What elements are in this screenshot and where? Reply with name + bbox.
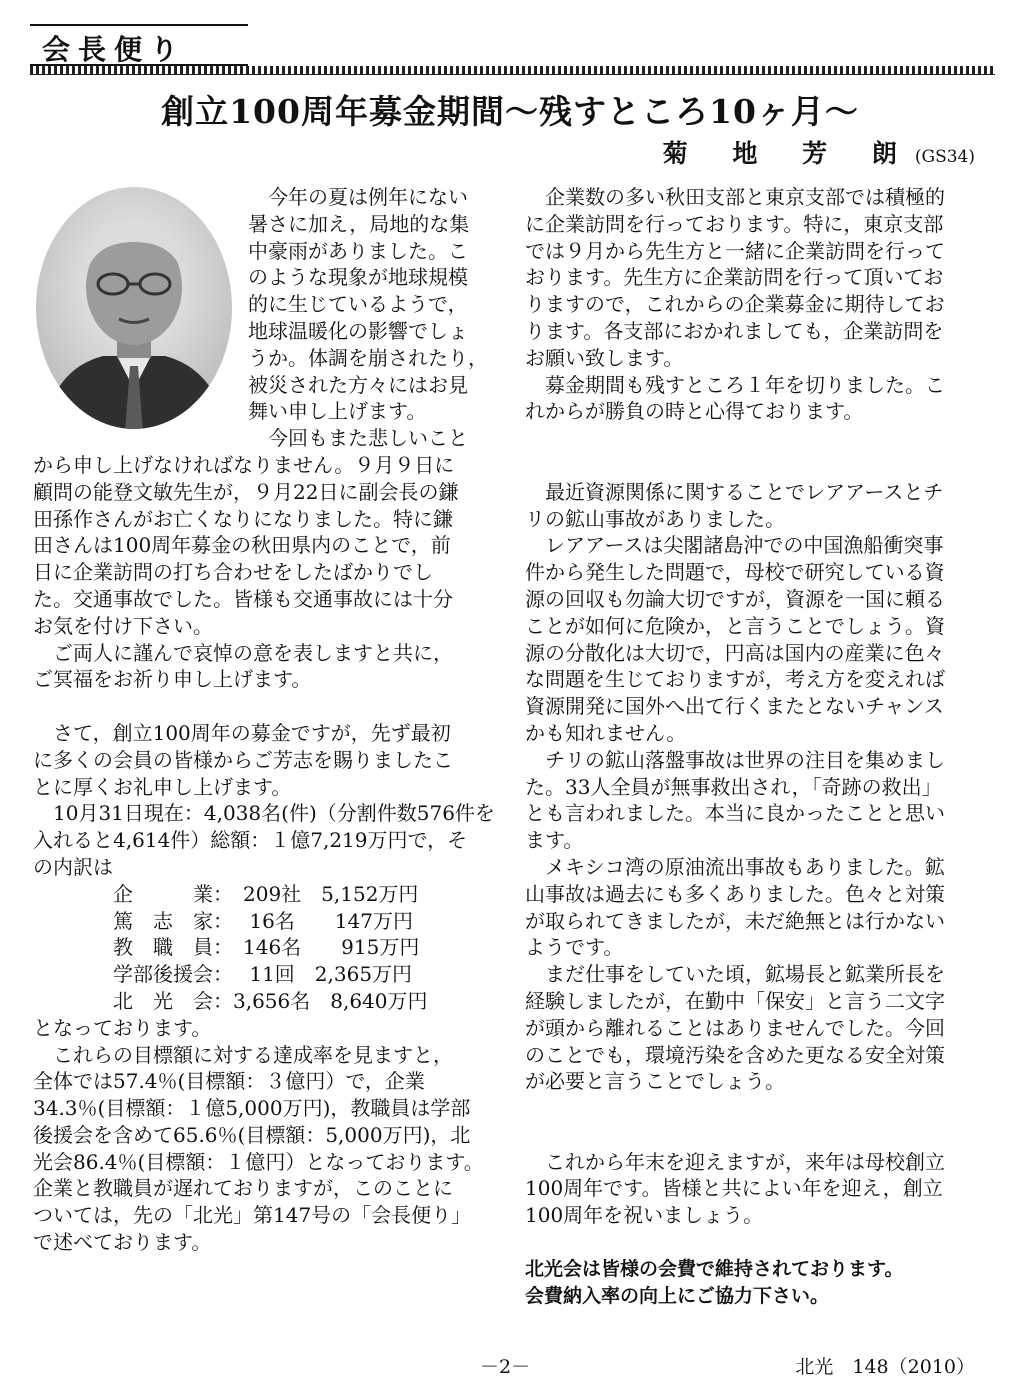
text-line: 募金期間も残すところ１年を切りました。こ bbox=[525, 372, 945, 397]
text-line: のような現象が地球規模 bbox=[248, 265, 468, 290]
text-line: お気を付け下さい。 bbox=[33, 613, 213, 638]
blank-line bbox=[525, 425, 980, 452]
text-line: 企業数の多い秋田支部と東京支部では積極的 bbox=[525, 185, 945, 209]
text-line: 後援会を含めて65.6％(目標額：5,000万円)，北 bbox=[33, 1122, 471, 1147]
text-line: 山事故は過去にも多くありました。色々と対策 bbox=[525, 881, 945, 906]
right-column bbox=[525, 184, 980, 1309]
text-line: ついては，先の「北光」第147号の「会長便り」 bbox=[33, 1203, 472, 1228]
text-line: 企業と教職員が遅れておりますが，このことに bbox=[33, 1176, 453, 1201]
breakdown-row: 北 光 会：3,656名 8,640万円 bbox=[33, 988, 428, 1013]
breakdown-row: 企 業： 209社 5,152万円 bbox=[33, 881, 419, 906]
text-line: これから年末を迎えますが，来年は母校創立 bbox=[525, 1149, 945, 1174]
text-line: さて，創立100周年の募金ですが，先ず最初 bbox=[33, 720, 451, 745]
notice-line: 北光会は皆様の会費で維持されております。 bbox=[525, 1257, 904, 1280]
text-line: のことでも，環境汚染を含めた更なる安全対策 bbox=[525, 1042, 945, 1067]
breakdown-row: 学部後援会： 11回 2,365万円 bbox=[33, 962, 413, 987]
text-line: から申し上げなければなりません。９月９日に bbox=[33, 452, 455, 477]
text-line: とに厚くお礼申し上げます。 bbox=[33, 774, 292, 799]
text-line: な問題を生じておりますが，考え方を変えれば bbox=[525, 667, 945, 692]
text-line: 暑さに加え，局地的な集 bbox=[248, 211, 470, 236]
text-line: レアアースは尖閣諸島沖での中国漁船衝突事 bbox=[525, 533, 944, 558]
author-line bbox=[663, 134, 975, 170]
wrapped-paragraph bbox=[248, 184, 488, 452]
text-line: うか。体調を崩されたり， bbox=[248, 345, 488, 370]
text-line: 100周年を祝いましょう。 bbox=[525, 1203, 764, 1228]
text-line: ことが如何に危険か，と言うことでしょう。資 bbox=[525, 613, 945, 638]
text-line: 今回もまた悲しいこと bbox=[248, 426, 468, 451]
text-line: 舞い申し上げます。 bbox=[248, 399, 427, 424]
text-line: となっております。 bbox=[33, 1015, 212, 1040]
section-label-box bbox=[30, 24, 248, 66]
author-code: (GS34) bbox=[914, 147, 975, 167]
text-line: に多くの会員の皆様からご芳志を賜りましたこ bbox=[33, 747, 453, 772]
text-line: 田孫作さんがお亡くなりになりました。特に鎌 bbox=[33, 506, 453, 531]
text-line: 中豪雨がありました。こ bbox=[248, 238, 468, 263]
text-line: 的に生じているようで， bbox=[248, 292, 468, 317]
text-line: た。交通事故でした。皆様も交通事故には十分 bbox=[33, 586, 453, 611]
text-line: チリの鉱山落盤事故は世界の注目を集めまし bbox=[525, 747, 945, 772]
text-line: 顧問の能登文敏先生が，９月22日に副会長の鎌 bbox=[33, 479, 459, 504]
text-line: 光会86.4％(目標額：１億円）となっております。 bbox=[33, 1149, 484, 1174]
decorative-rule bbox=[30, 66, 995, 74]
publication-info: 北光 148（2010） bbox=[795, 1356, 975, 1378]
text-line: 源の分散化は大切で，円高は国内の産業に色々 bbox=[525, 640, 945, 665]
text-line: 入れると4,614件）総額：１億7,219万円で，そ bbox=[33, 828, 468, 853]
notice-line: 会費納入率の向上にご協力下さい。 bbox=[525, 1284, 830, 1307]
text-line: 日に企業訪問の打ち合わせをしたばかりでし bbox=[33, 560, 433, 585]
text-line: まだ仕事をしていた頃，鉱場長と鉱業所長を bbox=[525, 962, 945, 987]
text-line: りますので，これからの企業募金に期待してお bbox=[525, 292, 945, 317]
text-line: 全体では57.4％(目標額：３億円）で，企業 bbox=[33, 1069, 425, 1094]
blank-line bbox=[525, 1095, 980, 1122]
left-column bbox=[33, 184, 495, 1256]
text-line: 34.3％(目標額：１億5,000万円)，教職員は学部 bbox=[33, 1096, 471, 1121]
donation-breakdown bbox=[33, 881, 488, 1015]
text-line: が頭から離れることはありませんでした。今回 bbox=[525, 1015, 945, 1040]
text-line: 地球温暖化の影響でしょ bbox=[248, 318, 468, 343]
text-line: ます。 bbox=[525, 828, 584, 853]
text-line: では９月から先生方と一緒に企業訪問を行って bbox=[525, 238, 945, 263]
article-title: 創立100周年募金期間～残すところ10ヶ月～ bbox=[161, 92, 859, 131]
text-line: とも言われました。本当に良かったことと思い bbox=[525, 801, 945, 826]
text-line: 源の回収も勿論大切ですが，資源を一国に頼る bbox=[525, 586, 945, 611]
text-line: これらの目標額に対する達成率を見ますと， bbox=[33, 1042, 453, 1067]
text-line: おります。先生方に企業訪問を行って頂いてお bbox=[525, 265, 944, 290]
text-line: ご両人に謹んで哀悼の意を表しますと共に， bbox=[33, 640, 453, 665]
text-line: リの鉱山事故がありました。 bbox=[525, 506, 785, 531]
text-line: が必要と言うことでしょう。 bbox=[525, 1069, 785, 1094]
text-line: で述べております。 bbox=[33, 1230, 212, 1255]
text-line: 今年の夏は例年にない bbox=[248, 185, 468, 209]
text-line: が取られてきましたが，未だ絶無とは行かない bbox=[525, 908, 945, 933]
breakdown-row: 教 職 員： 146名 915万円 bbox=[33, 935, 420, 960]
text-line: ようです。 bbox=[525, 935, 624, 960]
text-line: 最近資源関係に関することでレアアースとチ bbox=[525, 479, 944, 504]
text-line: 経験しましたが，在勤中「保安」と言う二文字 bbox=[525, 988, 945, 1013]
blank-line bbox=[525, 452, 980, 479]
text-line: かも知れません。 bbox=[525, 720, 687, 745]
text-line: 田さんは100周年募金の秋田県内のことで，前 bbox=[33, 533, 451, 558]
text-line: に企業訪問を行っております。特に，東京支部 bbox=[525, 211, 944, 236]
text-line: れからが勝負の時と心得ております。 bbox=[525, 399, 864, 424]
text-line: 資源開発に国外へ出て行くまたとないチャンス bbox=[525, 694, 944, 719]
page-number: －2－ bbox=[480, 1356, 531, 1378]
text-line: メキシコ湾の原油流出事故もありました。鉱 bbox=[525, 854, 945, 879]
text-line: お願い致します。 bbox=[525, 345, 684, 370]
breakdown-row: 篤 志 家： 16名 147万円 bbox=[33, 908, 413, 933]
author-name: 菊 地 芳 朗 bbox=[662, 139, 915, 168]
text-line: ご冥福をお祈り申し上げます。 bbox=[33, 667, 312, 692]
text-line: 被災された方々にはお見 bbox=[248, 372, 468, 397]
text-line: 100周年です。皆様と共によい年を迎え，創立 bbox=[525, 1176, 943, 1201]
blank-line bbox=[525, 1122, 980, 1149]
decorative-underline bbox=[30, 74, 995, 75]
blank-line bbox=[33, 693, 488, 720]
text-line: た。33人全員が無事救出され，「奇跡の救出」 bbox=[525, 774, 942, 799]
membership-notice bbox=[525, 1256, 980, 1310]
text-line: ります。各支部におかれましても，企業訪問を bbox=[525, 318, 944, 343]
text-line: 件から発生した問題で，母校で研究している資 bbox=[525, 560, 945, 585]
blank-line bbox=[525, 1229, 980, 1256]
section-label: 会長便り bbox=[42, 33, 187, 66]
text-line: 10月31日現在：4,038名(件)（分割件数576件を bbox=[33, 801, 495, 826]
text-line: の内訳は bbox=[33, 854, 113, 879]
